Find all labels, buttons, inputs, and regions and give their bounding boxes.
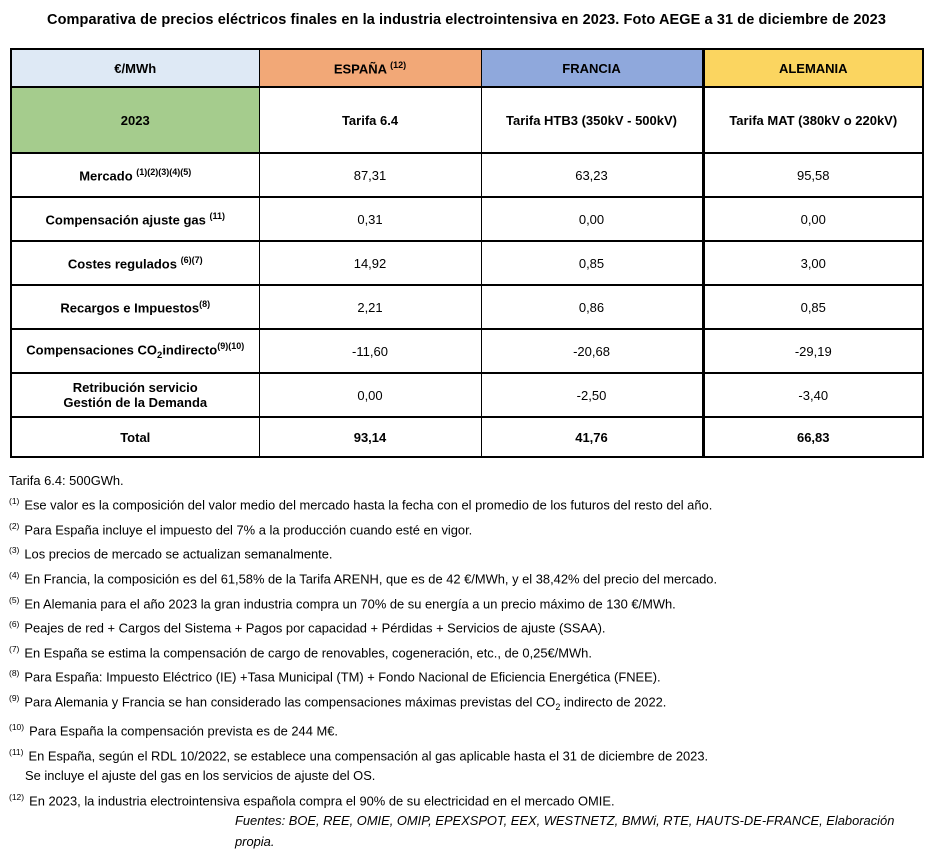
gas-spain-value: 0,31 [259, 197, 481, 241]
costes-germany-value: 3,00 [703, 241, 923, 285]
footnote-marker: (4) [9, 570, 20, 581]
co2-germany-value: -29,19 [703, 329, 923, 373]
footnote-text: Peajes de red + Cargos del Sistema + Pagos por capacidad + Pérdidas + Servicios de ajuste (SSAA). [24, 620, 606, 636]
tariff-row [11, 87, 923, 153]
footnote-5 [9, 590, 927, 615]
footnote-2 [9, 516, 927, 541]
co2-subscript: 2 [555, 701, 561, 712]
header-cell-unit [11, 49, 259, 87]
footnote-text-post: indirecto de 2022. [560, 694, 667, 710]
footnote-7 [9, 639, 927, 664]
footnote-marker: (7) [9, 643, 20, 654]
spain-label: ESPAÑA [333, 61, 387, 77]
footnote-marker: (11) [9, 746, 24, 757]
tariff-germany: Tarifa MAT (380kV o 220kV) [703, 87, 923, 153]
footnote-6 [9, 614, 927, 639]
co2-france-value: -20,68 [481, 329, 703, 373]
label-text: Recargos e Impuestos [60, 300, 200, 316]
footnote-text: En Francia, la composición es del 61,58% de la Tarifa ARENH, que es de 42 €/MWh, y el 38,42% del precio del mercado. [24, 571, 718, 587]
co2-subscript: 2 [157, 349, 163, 361]
row-label-mercado [11, 153, 259, 197]
mercado-spain-value: 87,31 [259, 153, 481, 197]
spain-footnote-ref: (12) [390, 59, 407, 70]
header-row [11, 49, 923, 87]
total-label: Total [11, 417, 259, 457]
footnote-4 [9, 565, 927, 590]
row-compensaciones-co2 [11, 329, 923, 373]
header-cell-germany: ALEMANIA [703, 49, 923, 87]
footnote-refs: (9)(10) [217, 341, 245, 352]
label-text: Costes regulados [67, 256, 177, 272]
tariff-spain: Tarifa 6.4 [259, 87, 481, 153]
footnote-text: Para España incluye el impuesto del 7% a la producción cuando esté en vigor. [24, 522, 473, 538]
footnote-marker: (8) [9, 668, 20, 679]
label-line1: Retribución servicio [72, 380, 198, 395]
footnote-text: Para Alemania y Francia se han considerado las compensaciones máximas previstas del CO [24, 694, 556, 710]
retribucion-germany-value: -3,40 [703, 373, 923, 417]
year-cell: 2023 [11, 87, 259, 153]
row-label-recargos [11, 285, 259, 329]
page-title: Comparativa de precios eléctricos finales en la industria electrointensiva en 2023. Foto AEGE a 31 de diciembre de 2023 [47, 12, 886, 28]
row-recargos-impuestos [11, 285, 923, 329]
total-spain-value: 93,14 [259, 417, 481, 457]
tariff-france: Tarifa HTB3 (350kV - 500kV) [481, 87, 703, 153]
costes-france-value: 0,85 [481, 241, 703, 285]
row-retribucion-servicio [11, 373, 923, 417]
footnote-12 [9, 787, 927, 812]
footnote-8 [9, 663, 927, 688]
label-text-post: indirecto [162, 342, 218, 358]
footnote-text: Para España la compensación prevista es de 244 M€. [29, 723, 338, 739]
row-costes-regulados [11, 241, 923, 285]
gas-france-value: 0,00 [481, 197, 703, 241]
retribucion-spain-value: 0,00 [259, 373, 481, 417]
footnote-refs: (11) [209, 210, 226, 221]
footnote-marker: (10) [9, 722, 25, 733]
total-france-value: 41,76 [481, 417, 703, 457]
footnote-marker: (1) [9, 496, 20, 507]
footnote-marker: (5) [9, 594, 20, 605]
label-line2: Gestión de la Demanda [63, 395, 208, 410]
label-text: Mercado [79, 168, 133, 184]
footnote-10 [9, 717, 927, 742]
gas-germany-value: 0,00 [703, 197, 923, 241]
footnote-refs: (8) [199, 298, 211, 309]
footnotes-section [9, 471, 927, 852]
price-comparison-table [10, 48, 924, 458]
recargos-france-value: 0,86 [481, 285, 703, 329]
sources-line: Fuentes: BOE, REE, OMIE, OMIP, EPEXSPOT, EEX, WESTNETZ, BMWi, RTE, HAUTS-DE-FRANCE, Elaboración propia. [235, 813, 895, 849]
row-label-retribucion [11, 373, 259, 417]
footnote-marker: (3) [9, 545, 20, 556]
retribucion-france-value: -2,50 [481, 373, 703, 417]
tariff-volume-note: Tarifa 6.4: 500GWh. [9, 473, 124, 488]
footnote-marker: (2) [9, 520, 20, 531]
unit-label: €/MWh [114, 60, 157, 76]
label-text: Compensaciones CO [26, 342, 158, 358]
total-row [11, 417, 923, 457]
row-label-compensacion-gas [11, 197, 259, 241]
row-mercado [11, 153, 923, 197]
footnote-text: Para España: Impuesto Eléctrico (IE) +Tasa Municipal (TM) + Fondo Nacional de Eficiencia Energética (FNEE). [24, 669, 661, 685]
header-cell-spain [259, 49, 481, 87]
row-compensacion-gas [11, 197, 923, 241]
mercado-germany-value: 95,58 [703, 153, 923, 197]
costes-spain-value: 14,92 [259, 241, 481, 285]
row-label-costes-regulados [11, 241, 259, 285]
footnote-text: En España se estima la compensación de cargo de renovables, cogeneración, etc., de 0,25€/MWh. [24, 645, 592, 661]
footnote-11 [9, 742, 927, 767]
footnote-3 [9, 540, 927, 565]
footnote-text: En 2023, la industria electrointensiva española compra el 90% de su electricidad en el mercado OMIE. [29, 793, 615, 808]
footnote-text: En España, según el RDL 10/2022, se establece una compensación al gas aplicable hasta el 31 de diciembre de 2023. [28, 748, 709, 764]
footnote-11-line2: Se incluye el ajuste del gas en los servicios de ajuste del OS. [25, 768, 376, 784]
footnote-refs: (1)(2)(3)(4)(5) [136, 166, 192, 177]
co2-spain-value: -11,60 [259, 329, 481, 373]
footnote-9 [9, 688, 927, 717]
footnote-marker: (6) [9, 619, 20, 630]
total-germany-value: 66,83 [703, 417, 923, 457]
footnote-marker: (12) [9, 791, 25, 802]
label-text: Compensación ajuste gas [45, 212, 206, 228]
recargos-germany-value: 0,85 [703, 285, 923, 329]
footnote-text: Los precios de mercado se actualizan semanalmente. [24, 546, 333, 562]
recargos-spain-value: 2,21 [259, 285, 481, 329]
row-label-co2 [11, 329, 259, 373]
footnote-text: En Alemania para el año 2023 la gran industria compra un 70% de su energía a un precio máximo de 130 €/MWh. [24, 595, 676, 611]
footnote-1 [9, 491, 927, 516]
mercado-france-value: 63,23 [481, 153, 703, 197]
header-cell-france: FRANCIA [481, 49, 703, 87]
footnote-refs: (6)(7) [180, 254, 203, 265]
footnote-text: Ese valor es la composición del valor medio del mercado hasta la fecha con el promedio de los futuros del resto del año. [24, 497, 713, 513]
footnote-marker: (9) [9, 693, 20, 704]
